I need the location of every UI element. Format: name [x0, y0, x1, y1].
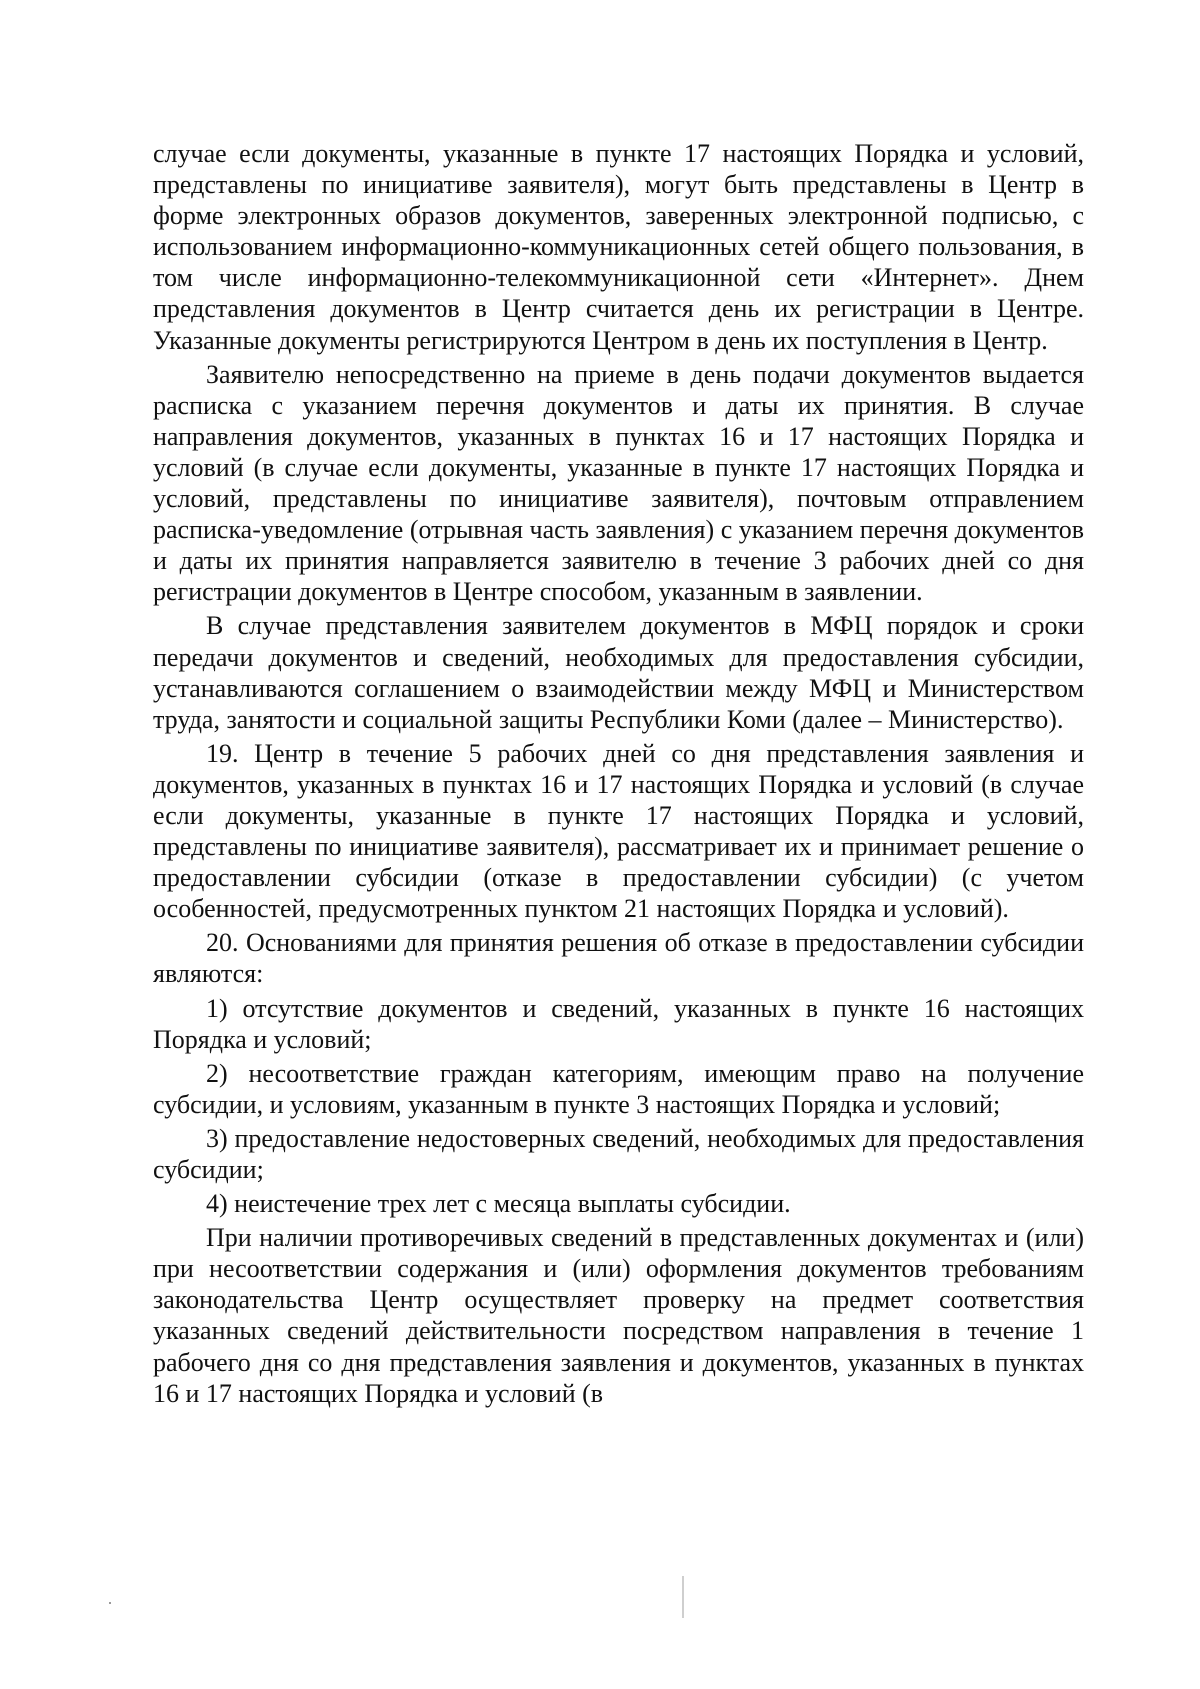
- paragraph-item-19: 19. Центр в течение 5 рабочих дней со дня представления заявления и документов, указанных в пунктах 16 и 17 настоящих Порядка и условий (в случае если документы, указанные в пункте 17 настоящих Порядка и условий, представлены по инициативе заявителя), рассматривает их и принимает решение о предоставлении субсидии (отказе в предоставлении субсидии) (с учетом особенностей, предусмотренных пунктом 21 настоящих Порядка и условий).: [153, 738, 1084, 924]
- paragraph-subitem-4: 4) неистечение трех лет с месяца выплаты субсидии.: [206, 1189, 791, 1219]
- paragraph-subitem-2: 2) несоответствие граждан категориям, имеющим право на получение субсидии, и условиям, указанным в пункте 3 настоящих Порядка и условий;: [153, 1058, 1084, 1119]
- scan-artifact-line: [682, 1576, 684, 1618]
- paragraph-verification: При наличии противоречивых сведений в представленных документах и (или) при несоответствии содержания и (или) оформления документов требованиям законодательства Центр осуществляет проверку на предмет соответствия указанных сведений действительности посредством направления в течение 1 рабочего дня со дня представления заявления и документов, указанных в пунктах 16 и 17 настоящих Порядка и условий (в: [153, 1223, 1084, 1408]
- paragraph-mfc: В случае представления заявителем документов в МФЦ порядок и сроки передачи документов и сведений, необходимых для предоставления субсидии, устанавливаются соглашением о взаимодействии между МФЦ и Министерством труда, занятости и социальной защиты Республики Коми (далее – Министерство).: [153, 611, 1084, 734]
- scan-artifact-dot: [109, 1602, 111, 1604]
- paragraph-item-20: 20. Основаниями для принятия решения об отказе в предоставлении субсидии являются:: [153, 928, 1084, 989]
- document-body: [153, 138, 1084, 1412]
- paragraph-continuation: случае если документы, указанные в пункте 17 настоящих Порядка и условий, представлены по инициативе заявителя), могут быть представлены в Центр в форме электронных образов документов, заверенных электронной подписью, с использованием информационно-коммуникационных сетей общего пользования, в том числе информационно-телекоммуникационной сети «Интернет». Днем представления документов в Центр считается день их регистрации в Центре. Указанные документы регистрируются Центром в день их поступления в Центр.: [153, 139, 1084, 355]
- paragraph-subitem-3: 3) предоставление недостоверных сведений, необходимых для предоставления субсидии;: [153, 1123, 1084, 1184]
- paragraph-receipt: Заявителю непосредственно на приеме в день подачи документов выдается расписка с указанием перечня документов и даты их принятия. В случае направления документов, указанных в пунктах 16 и 17 настоящих Порядка и условий (в случае если документы, указанные в пункте 17 настоящих Порядка и условий, представлены по инициативе заявителя), почтовым отправлением расписка-уведомление (отрывная часть заявления) с указанием перечня документов и даты их принятия направляется заявителю в течение 3 рабочих дней со дня регистрации документов в Центре способом, указанным в заявлении.: [153, 359, 1084, 607]
- paragraph-subitem-1: 1) отсутствие документов и сведений, указанных в пункте 16 настоящих Порядка и условий;: [153, 993, 1084, 1054]
